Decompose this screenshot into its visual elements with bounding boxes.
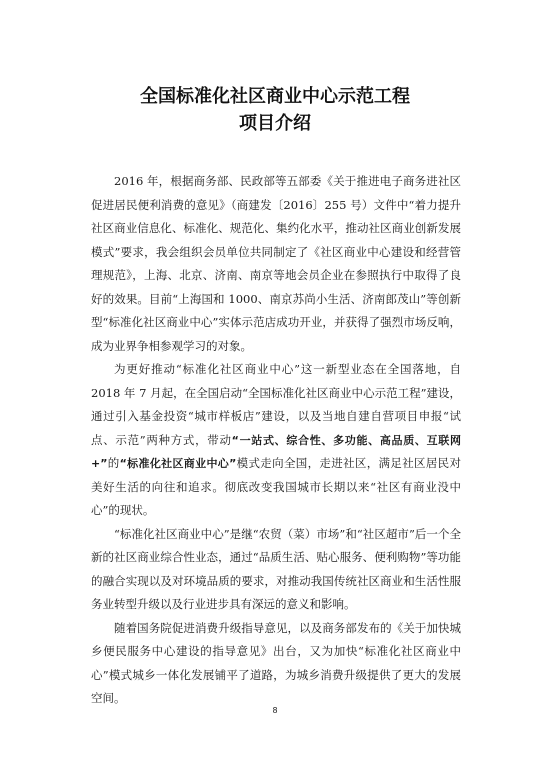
paragraph-2 bbox=[91, 358, 461, 523]
paragraph-2-bold-a: “一站式、综合性、多功能、高品质、互联网+” bbox=[91, 433, 461, 470]
paragraph-4: 随着国务院促进消费升级指导意见，以及商务部发布的《关于加快城乡便民服务中心建设的指导意见》出台，又为加快“标准化社区商业中心”模式城乡一体化发展铺平了道路，为城乡消费升级提供了更大的发展空间。 bbox=[91, 620, 461, 705]
paragraph-2-text-a: 为更好推动“标准化社区商业中心”这一新型业态在全国落地，自 2018 年 7 月起，在全国启动“全国标准化社区商业中心示范工程”建设，通过引入基金投资“城市样板店”建设，以及当地自建自营项目申报“试点、示范”两种方式，带动 bbox=[91, 362, 461, 447]
paragraph-3: “标准化社区商业中心”是继“农贸（菜）市场”和“社区超市”后一个全新的社区商业综合性业态，通过“品质生活、贴心服务、便利购物”等功能的融合实现以及对环境品质的要求，对推动我国传统社区商业和生活性服务业转型升级以及行业进步具有深远的意义和影响。 bbox=[91, 526, 461, 611]
paragraph-2-bold-b: “标准化社区商业中心” bbox=[119, 457, 237, 470]
paragraph-2-text-c: 模式走向全国，走进社区，满足社区居民对美好生活的向往和追求。彻底改变我国城市长期以来“社区有商业没中心”的现状。 bbox=[91, 456, 462, 517]
paragraph-1: 2016 年，根据商务部、民政部等五部委《关于推进电子商务进社区促进居民便利消费的意见》（商建发〔2016〕255 号）文件中“着力提升社区商业信息化、标准化、规范化、集约化水平，推动社区商业创新发展模式”要求，我会组织会员单位共同制定了《社区商业中心建设和经营管理规范》，上海、北京、济南、南京等地会员企业在参照执行中取得了良好的效果。目前“上海国和 1000、南京苏尚小生活、济南郎茂山”等创新型“标准化社区商业中心”实体示范店成功开业，并获得了强烈市场反响，成为业界争相参观学习的对象。 bbox=[91, 174, 461, 353]
document-title: 全国标准化社区商业中心示范工程 bbox=[140, 86, 410, 107]
paragraph-2-text-b: 的 bbox=[107, 456, 120, 470]
page-number: 8 bbox=[272, 706, 278, 715]
document-body bbox=[91, 170, 461, 711]
document-subtitle: 项目介绍 bbox=[239, 113, 311, 134]
